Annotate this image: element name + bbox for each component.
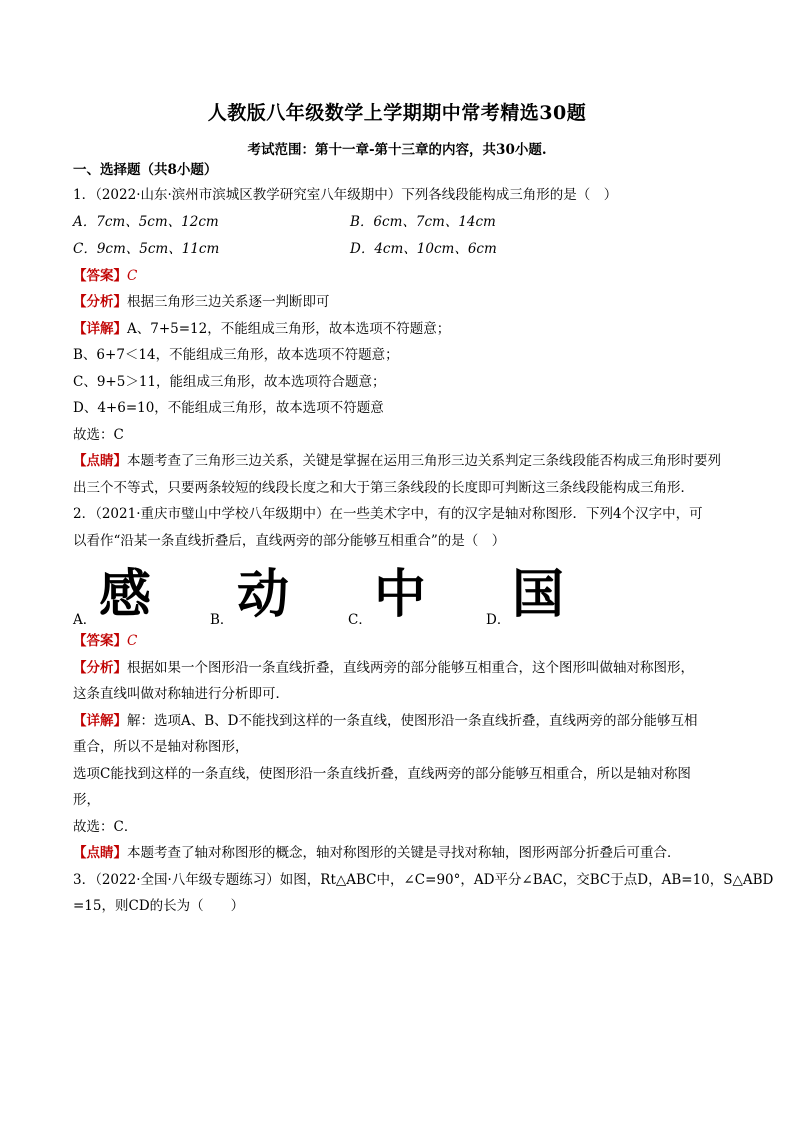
q1-choice: 故选：C bbox=[73, 426, 124, 443]
q2-analysis-1 bbox=[73, 655, 723, 682]
q3-stem-1: 3．（2022·全国·八年级专题练习）如图，Rt△ABC中，∠C=90°，AD平分∠BAC，交BC于点D，AB=10，S△ABD bbox=[73, 871, 774, 888]
q1-detail-4: D、4+6=10，不能组成三角形，故本选项不符题意 bbox=[73, 400, 384, 416]
q1-answer-value: C bbox=[127, 267, 138, 284]
q2-option-b-letter: B． bbox=[210, 612, 234, 628]
q2-option-d-char: 国 bbox=[512, 565, 565, 625]
q1-answer bbox=[73, 263, 723, 290]
q2-option-d-letter: D． bbox=[486, 612, 511, 628]
q2-comment-text: 本题考查了轴对称图形的概念，轴对称图形的关键是寻找对称轴，图形两部分折叠后可重合． bbox=[127, 845, 681, 861]
q2-option-a bbox=[73, 558, 213, 628]
q2-option-c-char: 中 bbox=[374, 565, 427, 625]
q1-stem: 1．（2022·山东·滨州市滨城区教学研究室八年级期中）下列各线段能构成三角形的是（ ） bbox=[73, 187, 618, 203]
q2-detail-2: 重合，所以不是轴对称图形， bbox=[73, 739, 249, 755]
q2-option-c bbox=[348, 558, 488, 628]
q2-option-b bbox=[210, 558, 350, 628]
q2-answer-value: C bbox=[127, 633, 138, 649]
document-subtitle: 考试范围：第十一章-第十三章的内容，共30小题. bbox=[247, 142, 547, 158]
q1-option-b: B．6cm、7cm、14cm bbox=[350, 213, 496, 230]
q2-detail-text-1: 解：选项A、B、D不能找到这样的一条直线，使图形沿一条直线折叠，直线两旁的部分能够互相 bbox=[127, 712, 698, 729]
q1-analysis-text: 根据三角形三边关系逐一判断即可 bbox=[127, 294, 330, 310]
answer-label: 【答案】 bbox=[73, 267, 127, 284]
comment-label: 【点睛】 bbox=[73, 453, 127, 469]
q2-stem-2: 以看作“沿某一条直线折叠后，直线两旁的部分能够互相重合”的是（ ） bbox=[73, 532, 506, 549]
q1-options-row-1 bbox=[73, 209, 723, 236]
q1-option-d: D．4cm、10cm、6cm bbox=[350, 240, 497, 257]
q2-option-a-letter: A． bbox=[73, 612, 97, 628]
q2-analysis-2: 这条直线叫做对称轴进行分析即可． bbox=[73, 686, 289, 702]
q1-comment bbox=[73, 448, 723, 501]
q2-option-a-char: 感 bbox=[99, 565, 152, 625]
q2-options bbox=[73, 558, 723, 628]
q1-analysis bbox=[73, 289, 723, 316]
section-heading: 一、选择题（共8小题） bbox=[73, 162, 218, 178]
comment-label: 【点睛】 bbox=[73, 845, 127, 861]
q1-detail-2: B、6+7＜14，不能组成三角形，故本选项不符题意； bbox=[73, 347, 399, 363]
q2-detail-4: 形， bbox=[73, 792, 100, 808]
analysis-label: 【分析】 bbox=[73, 294, 127, 310]
analysis-label: 【分析】 bbox=[73, 659, 127, 676]
q1-comment-text: 本题考查了三角形三边关系，关键是掌握在运用三角形三边关系判定三条线段能否构成三角形时要列出三个不等式，只要两条较短的线段长度之和大于第三条线段的长度即可判断这三条线段能构成三角形． bbox=[73, 453, 721, 496]
q2-detail-1 bbox=[73, 708, 723, 735]
document-title: 人教版八年级数学上学期期中常考精选30题 bbox=[207, 102, 587, 124]
q1-detail-text-1: A、7+5=12，不能组成三角形，故本选项不符题意； bbox=[127, 320, 451, 337]
q1-options-row-2 bbox=[73, 236, 723, 263]
q1-detail-3: C、9+5＞11，能组成三角形，故本选项符合题意； bbox=[73, 373, 386, 390]
q2-answer bbox=[73, 628, 723, 655]
q2-detail-3: 选项C能找到这样的一条直线，使图形沿一条直线折叠，直线两旁的部分能够互相重合，所以是轴对称图 bbox=[73, 765, 691, 782]
q2-option-d bbox=[486, 558, 626, 628]
detail-label: 【详解】 bbox=[73, 712, 127, 729]
q2-option-c-letter: C． bbox=[348, 612, 372, 628]
q2-option-b-char: 动 bbox=[237, 565, 290, 625]
q2-choice: 故选：C． bbox=[73, 818, 138, 835]
q1-option-a: A．7cm、5cm、12cm bbox=[73, 213, 219, 230]
q1-detail-1 bbox=[73, 316, 723, 343]
detail-label: 【详解】 bbox=[73, 320, 127, 337]
q1-option-c: C．9cm、5cm、11cm bbox=[73, 240, 220, 257]
answer-label: 【答案】 bbox=[73, 633, 127, 649]
q2-comment bbox=[73, 840, 723, 867]
q3-stem-2: =15，则CD的长为（ ） bbox=[73, 898, 245, 914]
q2-stem-1: 2．（2021·重庆市璧山中学校八年级期中）在一些美术字中，有的汉字是轴对称图形．下列4个汉字中，可 bbox=[73, 506, 703, 522]
q2-analysis-text-1: 根据如果一个图形沿一条直线折叠，直线两旁的部分能够互相重合，这个图形叫做轴对称图形， bbox=[127, 659, 694, 676]
document-content bbox=[73, 160, 774, 920]
